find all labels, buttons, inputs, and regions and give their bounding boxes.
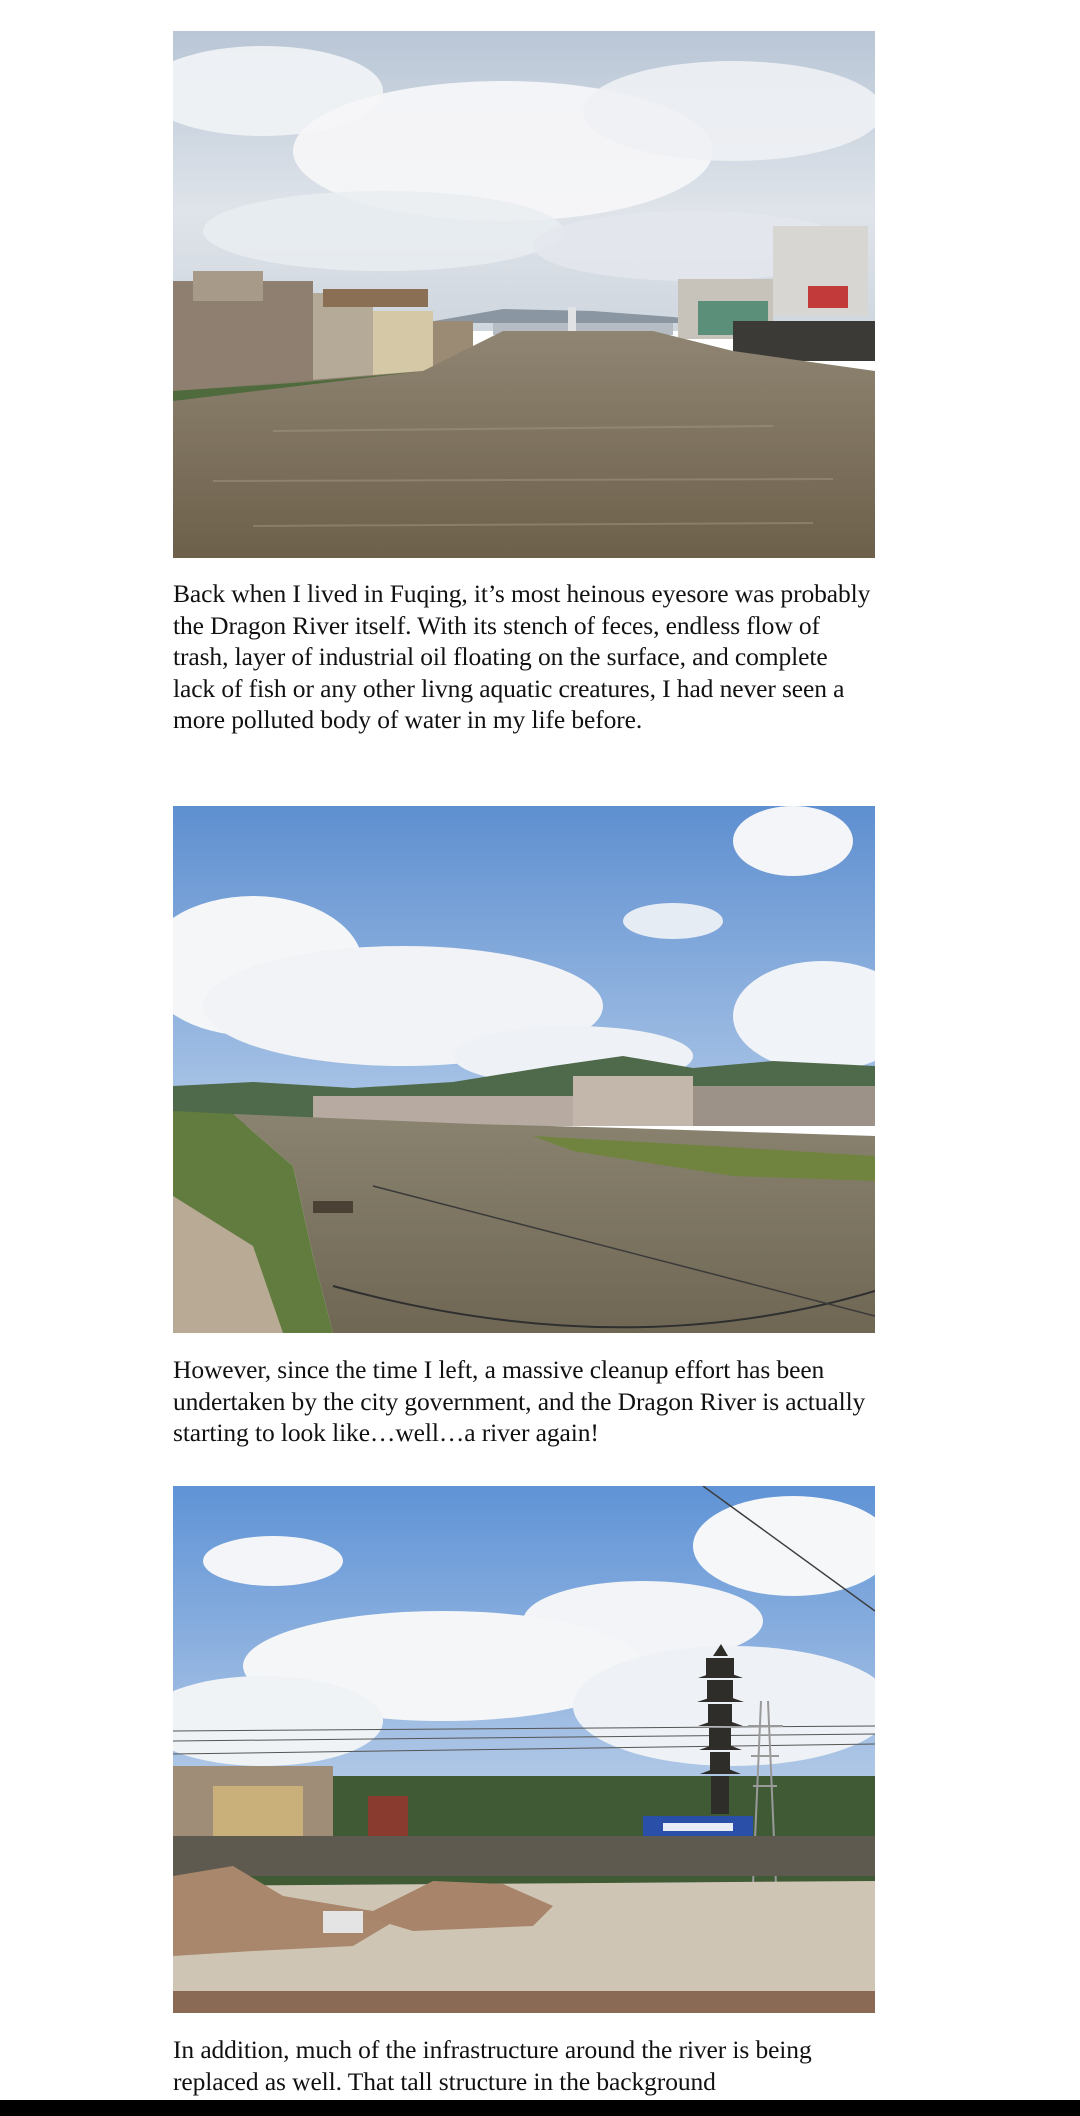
river-photo-polluted: [173, 31, 875, 558]
river-photo-infrastructure: [173, 1486, 875, 2013]
article-paragraph: In addition, much of the infrastructure around the river is being replaced as well. That tall structure in the background: [173, 2035, 812, 2096]
article-paragraph: However, since the time I left, a massive cleanup effort has been undertaken by the city government, and the Dragon River is actually starting to look like…well…a river again!: [173, 1355, 866, 1448]
river-photo-cleanup: [173, 806, 875, 1333]
river-photo-polluted-image: [173, 31, 875, 558]
river-photo-cleanup-image: [173, 806, 875, 1333]
bottom-edge-bar: [0, 2100, 1080, 2116]
river-photo-infrastructure-image: [173, 1486, 875, 2013]
article-paragraph: Back when I lived in Fuqing, it’s most heinous eyesore was probably the Dragon River itself. With its stench of feces, endless flow of trash, layer of industrial oil floating on the surface, and complete lack of fish or any other livng aquatic creatures, I had never seen a more polluted body of water in my life before.: [173, 579, 871, 735]
